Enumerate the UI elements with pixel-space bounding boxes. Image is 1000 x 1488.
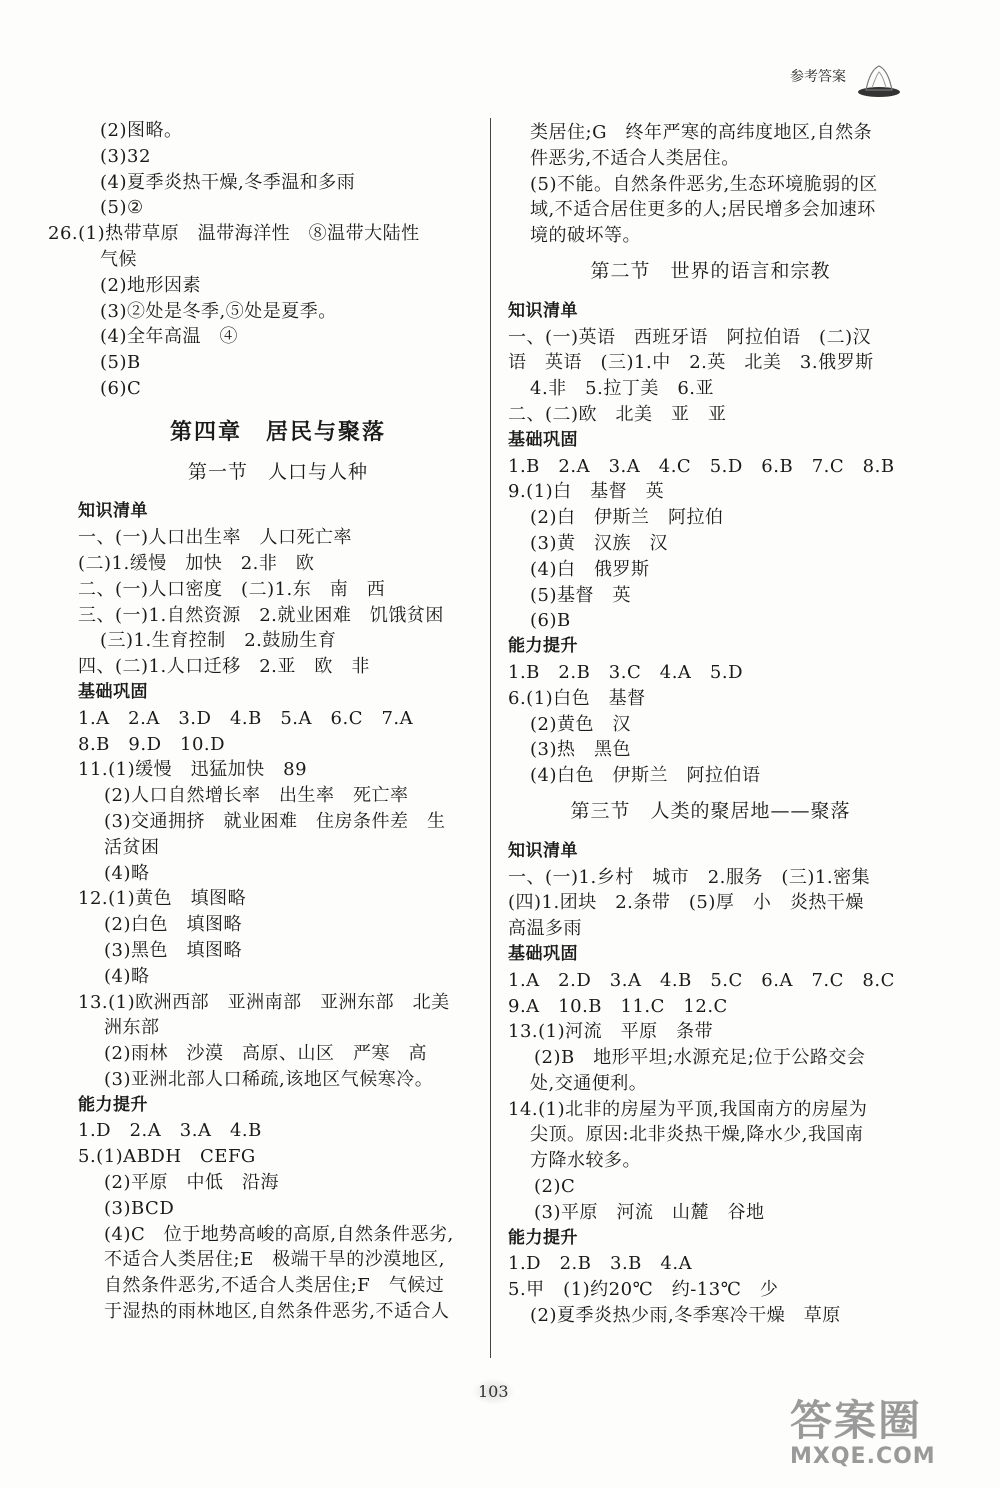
answer-line: (2)雨林 沙漠 高原、山区 严寒 高	[104, 1043, 427, 1065]
header-title: 参考答案	[790, 69, 846, 85]
section-title: 第三节 人类的聚居地——聚落	[570, 799, 851, 822]
answer-line: (2)平原 中低 沿海	[104, 1172, 279, 1194]
answer-line: (三)1.生育控制 2.鼓励生育	[100, 630, 337, 652]
page-number: 103	[472, 1378, 515, 1405]
answer-line: (二)1.缓慢 加快 2.非 欧	[78, 552, 315, 574]
basic-heading: 基础巩固	[78, 681, 148, 702]
answer-line: (4)白色 伊斯兰 阿拉伯语	[530, 765, 761, 787]
answer-line: 于湿热的雨林地区,自然条件恶劣,不适合人	[104, 1301, 450, 1323]
answer-line: (4)略	[104, 862, 150, 884]
answer-line: (5)B	[100, 352, 141, 374]
answer-line: 四、(二)1.人口迁移 2.亚 欧 非	[78, 656, 370, 678]
header-ornament-icon	[856, 60, 902, 100]
section-title: 第二节 世界的语言和宗教	[590, 259, 831, 282]
answer-line: 5.(1)ABDH CEFG	[78, 1146, 256, 1168]
answer-line: 14.(1)北非的房屋为平顶,我国南方的房屋为	[508, 1098, 868, 1120]
answer-line: (4)夏季炎热干燥,冬季温和多雨	[100, 171, 356, 193]
answer-line: 12.(1)黄色 填图略	[78, 888, 247, 910]
answer-line: (2)C	[534, 1176, 576, 1198]
answer-line: 8.B 9.D 10.D	[78, 733, 226, 755]
answer-line: 1.D 2.A 3.A 4.B	[78, 1120, 262, 1142]
answer-line: (四)1.团块 2.条带 (5)厚 小 炎热干燥	[508, 892, 864, 914]
answer-line: 9.(1)白 基督 英	[508, 481, 665, 503]
answer-line: (2)地形因素	[100, 274, 201, 296]
answer-line: (5)不能。自然条件恶劣,生态环境脆弱的区	[530, 173, 878, 195]
answer-line: (2)白色 填图略	[104, 914, 242, 936]
answer-line: (4)略	[104, 965, 150, 987]
answer-line: (3)交通拥挤 就业困难 住房条件差 生	[104, 810, 446, 832]
answer-line: 一、(一)英语 西班牙语 阿拉伯语 (二)汉	[508, 326, 872, 348]
answer-line: (4)C 位于地势高峻的高原,自然条件恶劣,	[104, 1223, 454, 1245]
answer-line: 一、(一)人口出生率 人口死亡率	[78, 527, 353, 549]
answer-line: 1.A 2.D 3.A 4.B 5.C 6.A 7.C 8.C	[508, 969, 895, 991]
ability-heading: 能力提升	[508, 1227, 578, 1248]
knowledge-heading: 知识清单	[78, 501, 148, 522]
answer-line: 二、(二)欧 北美 亚 亚	[508, 403, 727, 425]
answer-line: (5)基督 英	[530, 584, 631, 606]
answer-line: 高温多雨	[508, 918, 582, 940]
knowledge-heading: 知识清单	[508, 840, 578, 861]
answer-line: 活贫困	[104, 836, 160, 858]
section-title: 第一节 人口与人种	[187, 460, 368, 483]
answer-line: 自然条件恶劣,不适合人类居住;F 气候过	[104, 1275, 445, 1297]
answer-line: 13.(1)河流 平原 条带	[508, 1021, 714, 1043]
answer-line: 气候	[100, 248, 137, 270]
answer-line: (2)人口自然增长率 出生率 死亡率	[104, 785, 409, 807]
answer-line: 13.(1)欧洲西部 亚洲南部 亚洲东部 北美	[78, 991, 450, 1013]
answer-line: 9.A 10.B 11.C 12.C	[508, 995, 728, 1017]
answer-line: 1.A 2.A 3.D 4.B 5.A 6.C 7.A	[78, 707, 414, 729]
answer-line: 11.(1)缓慢 迅猛加快 89	[78, 759, 308, 781]
answer-line: (2)夏季炎热少雨,冬季寒冷干燥 草原	[530, 1305, 841, 1327]
basic-heading: 基础巩固	[508, 429, 578, 450]
answer-line: (2)白 伊斯兰 阿拉伯	[530, 507, 724, 529]
answer-line: 6.(1)白色 基督	[508, 687, 646, 709]
column-divider	[490, 118, 491, 1358]
answer-line: 方降水较多。	[530, 1150, 641, 1172]
answer-line: 类居住;G 终年严寒的高纬度地区,自然条	[530, 122, 873, 143]
watermark-title: 答案圈	[790, 1396, 923, 1445]
answer-line: 语 英语 (三)1.中 2.英 北美 3.俄罗斯	[508, 352, 874, 374]
answer-line: 1.D 2.B 3.B 4.A	[508, 1253, 693, 1275]
watermark-url: MXQE.COM	[790, 1444, 936, 1469]
answer-line: (5)②	[100, 197, 144, 219]
answer-line: (3)黄 汉族 汉	[530, 532, 668, 554]
answer-line: 1.B 2.B 3.C 4.A 5.D	[508, 661, 744, 683]
answer-line: 二、(一)人口密度 (二)1.东 南 西	[78, 578, 386, 600]
answer-line: 4.非 5.拉丁美 6.亚	[530, 378, 715, 400]
ability-heading: 能力提升	[508, 636, 578, 657]
answer-line: (6)C	[100, 377, 142, 399]
answer-line: (3)黑色 填图略	[104, 939, 242, 961]
answer-line: 处,交通便利。	[530, 1072, 648, 1094]
answer-line: (3)BCD	[104, 1197, 175, 1219]
answer-line: 尖顶。原因:北非炎热干燥,降水少,我国南	[530, 1124, 864, 1146]
watermark-logo	[790, 1388, 990, 1484]
chapter-title: 第四章 居民与聚落	[169, 418, 386, 445]
answer-line: (2)B 地形平坦;水源充足;位于公路交会	[534, 1047, 866, 1069]
left-column	[48, 118, 478, 1325]
answer-line: (4)白 俄罗斯	[530, 558, 650, 580]
answer-line: 域,不适合居住更多的人;居民增多会加速环	[530, 199, 876, 221]
answer-line: 26.(1)热带草原 温带海洋性 ⑧温带大陆性	[48, 223, 420, 245]
answer-line: (6)B	[530, 610, 571, 632]
right-column	[508, 120, 913, 1329]
answer-line: (3)32	[100, 145, 151, 167]
answer-line: 件恶劣,不适合人类居住。	[530, 147, 740, 169]
knowledge-heading: 知识清单	[508, 300, 578, 321]
basic-heading: 基础巩固	[508, 943, 578, 964]
answer-line: 境的破坏等。	[530, 225, 641, 247]
answer-line: (2)图略。	[100, 120, 183, 141]
ability-heading: 能力提升	[78, 1094, 148, 1115]
answer-line: (2)黄色 汉	[530, 713, 631, 735]
answer-line: 1.B 2.A 3.A 4.C 5.D 6.B 7.C 8.B	[508, 455, 895, 477]
answer-line: (3)平原 河流 山麓 谷地	[534, 1201, 765, 1223]
answer-line: (3)②处是冬季,⑤处是夏季。	[100, 300, 337, 322]
answer-line: (3)热 黑色	[530, 739, 631, 761]
answer-line: 三、(一)1.自然资源 2.就业困难 饥饿贫困	[78, 604, 444, 626]
answer-line: (3)亚洲北部人口稀疏,该地区气候寒冷。	[104, 1068, 434, 1090]
answer-line: (4)全年高温 ④	[100, 326, 238, 348]
answer-line: 一、(一)1.乡村 城市 2.服务 (三)1.密集	[508, 866, 871, 888]
answer-line: 不适合人类居住;E 极端干旱的沙漠地区,	[104, 1249, 445, 1271]
answer-line: 洲东部	[104, 1017, 160, 1039]
answer-line: 5.甲 (1)约20℃ 约-13℃ 少	[508, 1279, 779, 1301]
